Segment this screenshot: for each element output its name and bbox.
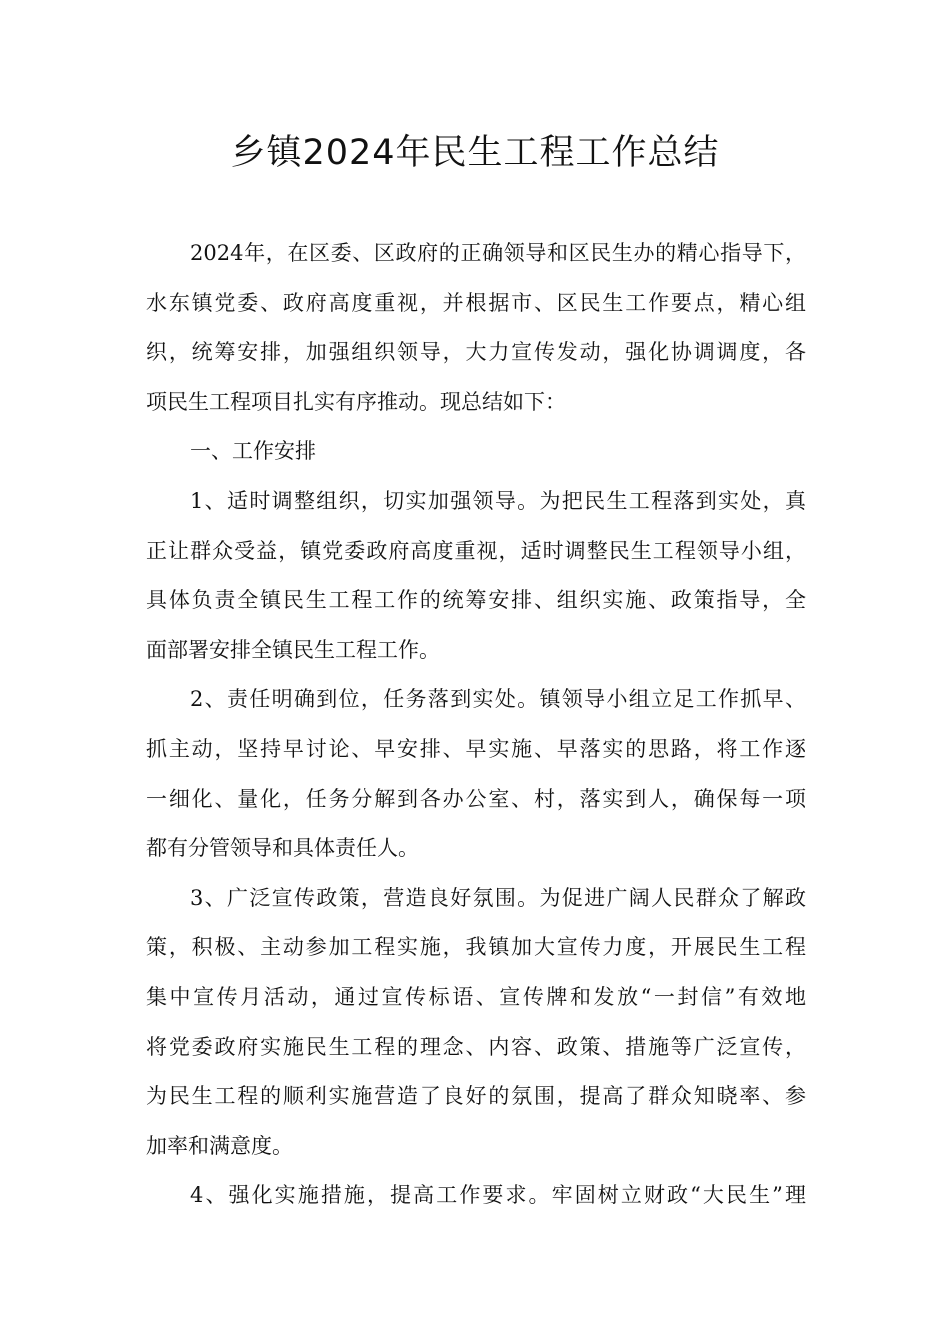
text-line: 集中宣传月活动，通过宣传标语、宣传牌和发放“一封信”有效地 <box>146 984 806 1009</box>
text-line: 面部署安排全镇民生工程工作。 <box>146 637 440 662</box>
text-line: 项民生工程项目扎实有序推动。现总结如下： <box>146 389 566 414</box>
text-line: 一、工作安排 <box>190 439 316 464</box>
text-line: 为民生工程的顺利实施营造了良好的氛围，提高了群众知晓率、参 <box>146 1084 806 1109</box>
text-line: 都有分管领导和具体责任人。 <box>146 836 419 861</box>
text-line: 策，积极、主动参加工程实施，我镇加大宣传力度，开展民生工程 <box>146 935 806 960</box>
text-line: 2024年，在区委、区政府的正确领导和区民生办的精心指导下， <box>190 241 806 265</box>
text-line: 3、广泛宣传政策，营造良好氛围。为促进广阔人民群众了解政 <box>190 885 806 910</box>
text-line: 2、责任明确到位，任务落到实处。镇领导小组立足工作抓早、 <box>190 687 806 712</box>
text-line: 加率和满意度。 <box>146 1133 293 1158</box>
text-line: 水东镇党委、政府高度重视，并根据市、区民生工作要点，精心组 <box>146 290 806 315</box>
text-line: 织，统筹安排，加强组织领导，大力宣传发动，强化协调调度，各 <box>146 340 806 365</box>
text-line: 正让群众受益，镇党委政府高度重视，适时调整民生工程领导小组， <box>146 538 806 563</box>
text-line: 抓主动，坚持早讨论、早安排、早实施、早落实的思路，将工作逐 <box>146 736 806 761</box>
text-line: 具体负责全镇民生工程工作的统筹安排、组织实施、政策指导，全 <box>146 588 806 613</box>
text-line: 一细化、量化，任务分解到各办公室、村，落实到人，确保每一项 <box>146 786 806 811</box>
text-line: 将党委政府实施民生工程的理念、内容、政策、措施等广泛宣传， <box>146 1034 806 1059</box>
document-body <box>146 229 806 1221</box>
text-line: 4、强化实施措施，提高工作要求。牢固树立财政“大民生”理 <box>190 1183 806 1208</box>
document-title: 乡镇2024年民生工程工作总结 <box>230 133 720 173</box>
text-line: 1、适时调整组织，切实加强领导。为把民生工程落到实处，真 <box>190 488 806 513</box>
